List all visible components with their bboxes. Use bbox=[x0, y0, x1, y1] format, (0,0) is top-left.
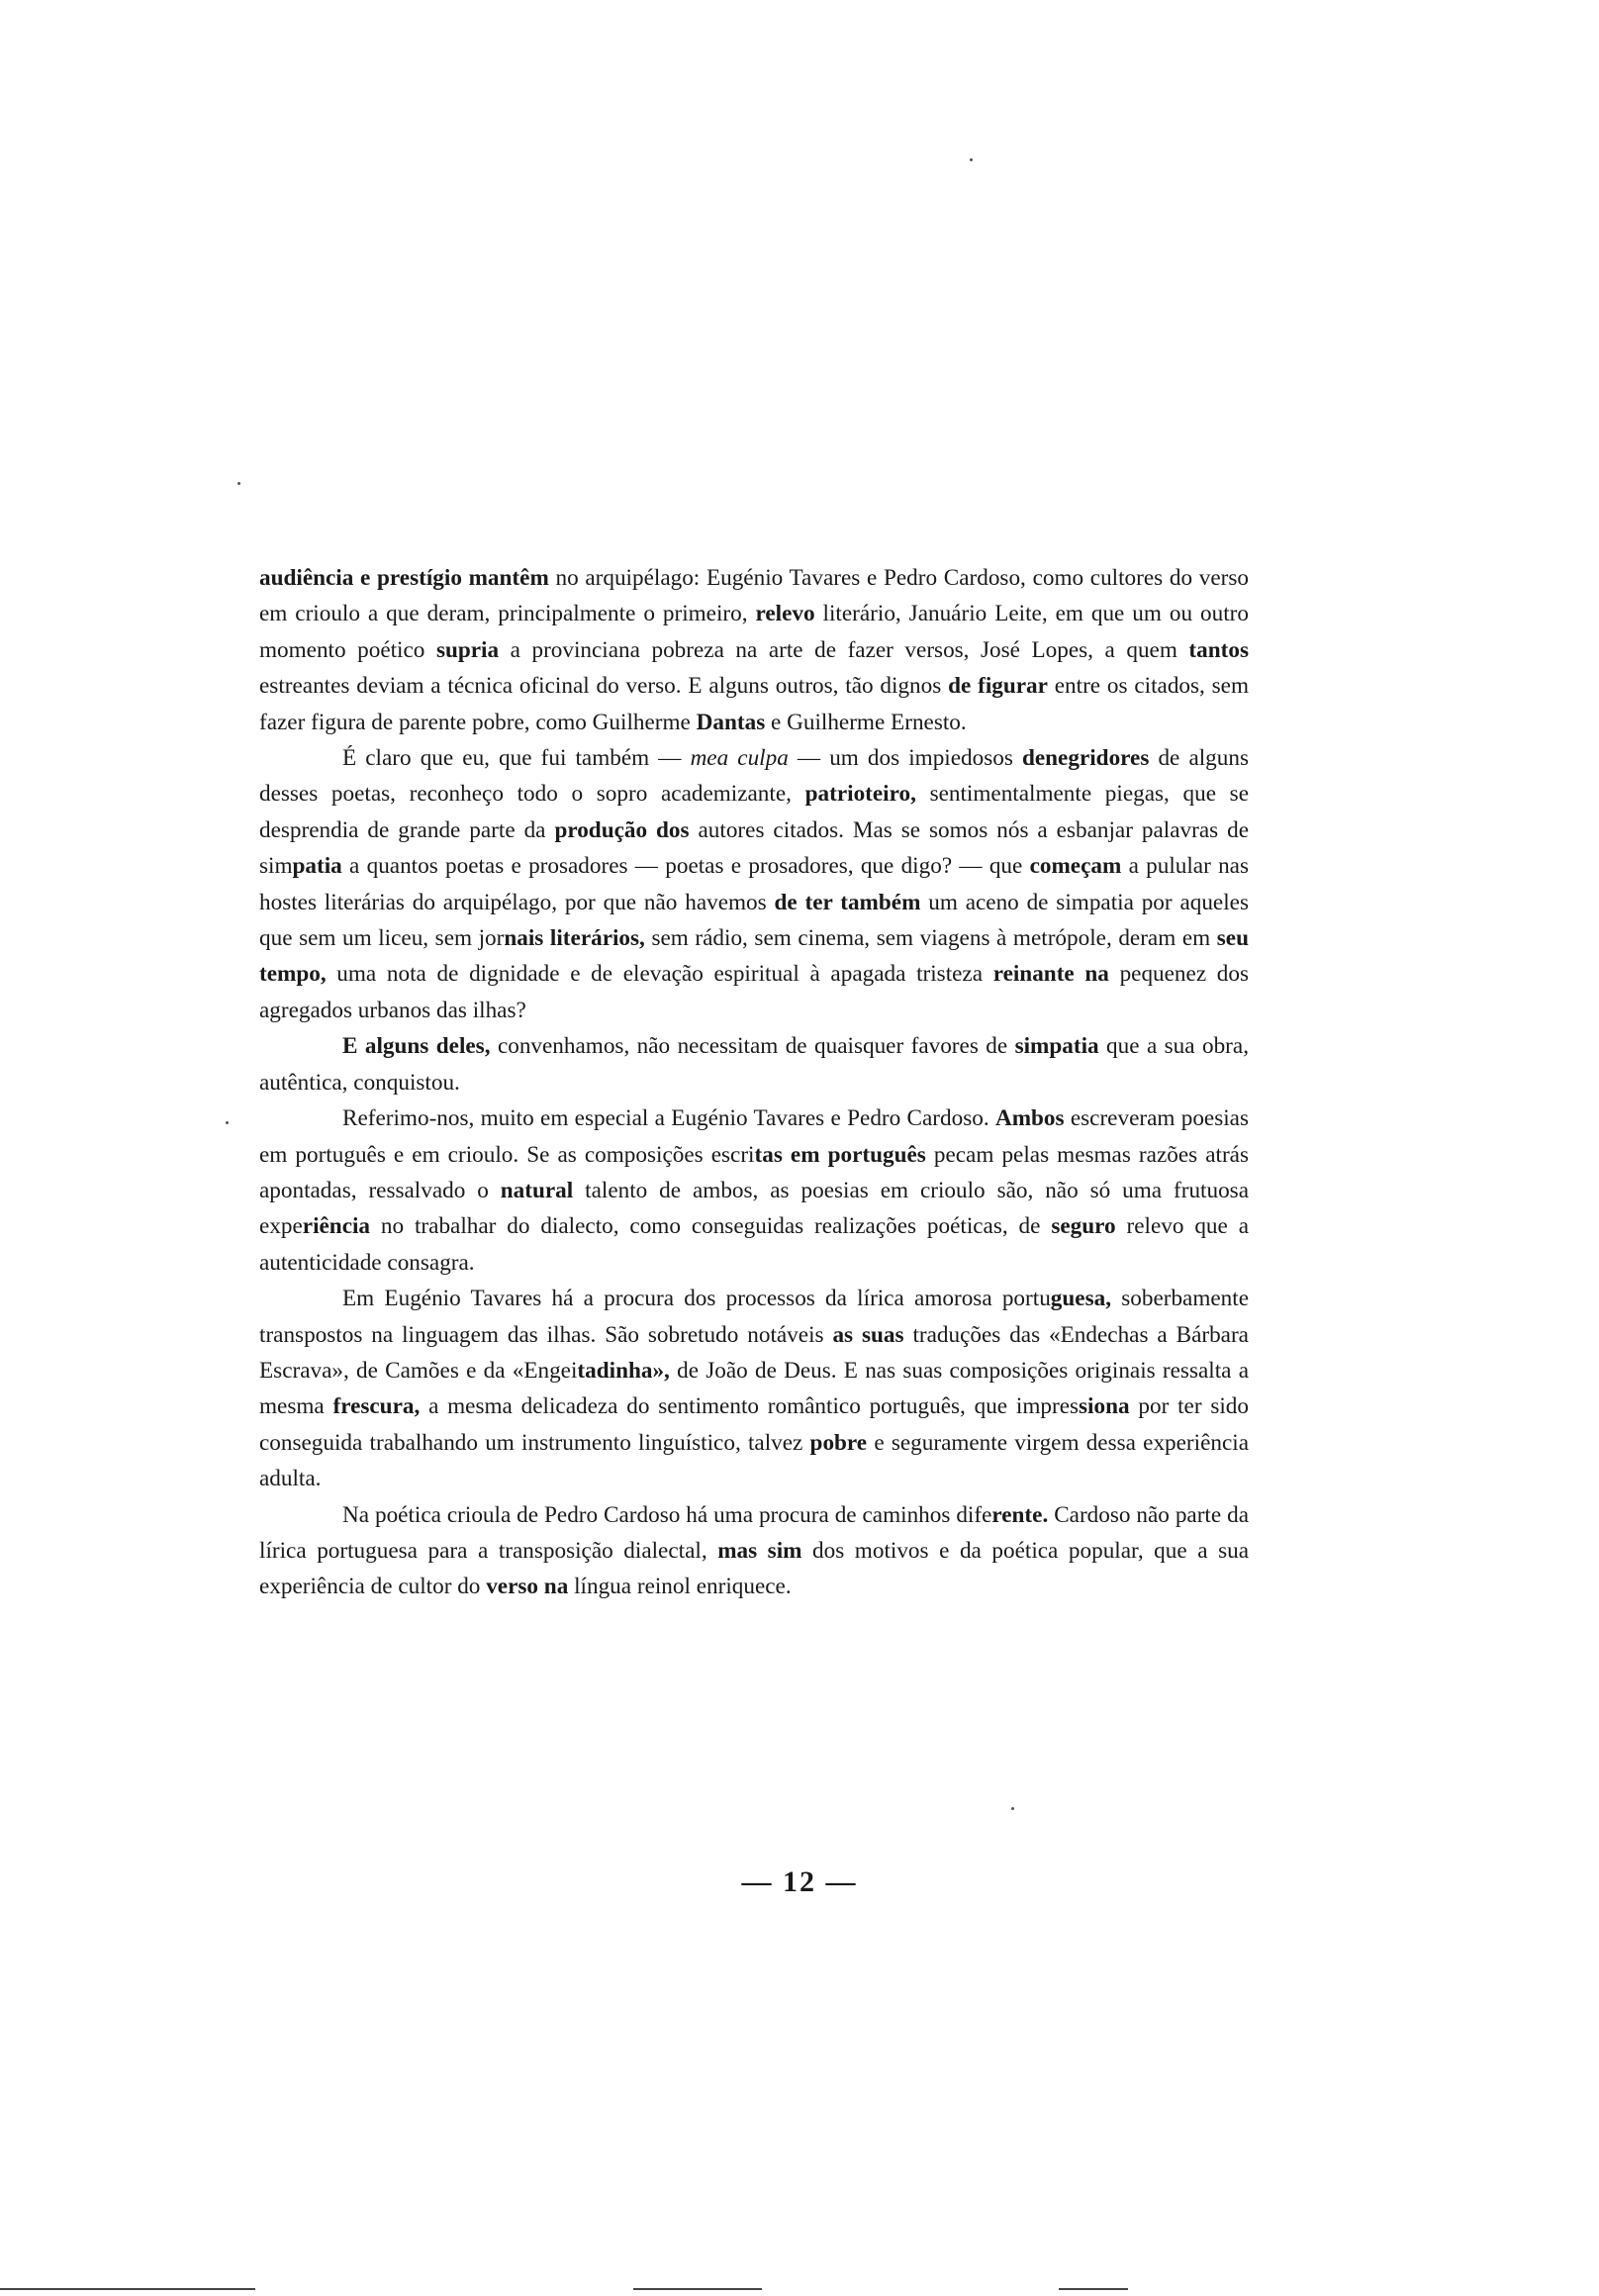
text-segment: Cardoso não parte da lírica portuguesa para a transposição dialectal, bbox=[259, 1501, 1249, 1564]
page-number: — 12 — bbox=[741, 1866, 858, 1898]
bold-text: patia bbox=[292, 853, 342, 880]
text-segment: a provinciana pobreza na arte de fazer versos, José Lopes, a quem bbox=[499, 636, 1189, 663]
text-segment: pequenez dos agregados urbanos das ilhas? bbox=[259, 961, 1250, 1023]
bold-text: seu tempo, bbox=[259, 925, 1249, 988]
bold-text: começam bbox=[1029, 853, 1122, 880]
text-segment: — um dos impiedosos bbox=[788, 745, 1022, 772]
bold-text: siona bbox=[1079, 1393, 1130, 1420]
bold-text: seguro bbox=[1051, 1213, 1116, 1240]
bold-text: as suas bbox=[832, 1321, 904, 1348]
bold-text: pobre bbox=[809, 1429, 868, 1456]
text-segment: pecam pelas mesmas razões atrás apontadas, ressalvado o bbox=[259, 1141, 1249, 1203]
bold-text: de ter também bbox=[774, 889, 921, 915]
paragraph bbox=[259, 1100, 1249, 1281]
paragraph bbox=[259, 1497, 1249, 1605]
text-segment: que a sua obra, autêntica, conquistou. bbox=[259, 1033, 1249, 1096]
text-segment: uma nota de dignidade e de elevação espiritual à apagada tristeza bbox=[326, 961, 993, 988]
bold-text: Ambos bbox=[994, 1105, 1065, 1132]
text-segment: sem rádio, sem cinema, sem viagens à metrópole, deram em bbox=[644, 925, 1217, 952]
text-segment: convenhamos, não necessitam de quaisquer favores de bbox=[490, 1033, 1015, 1060]
bold-text: relevo bbox=[755, 601, 815, 627]
bold-text: Dantas bbox=[696, 709, 766, 735]
bold-text: tantos bbox=[1188, 636, 1249, 663]
bold-text: tadinha», bbox=[577, 1357, 670, 1384]
bold-text: audiência e prestígio mantêm bbox=[259, 565, 549, 591]
bold-text: supria bbox=[435, 636, 500, 663]
text-segment: língua reinol enriquece. bbox=[568, 1574, 792, 1600]
bold-text: denegridores bbox=[1021, 745, 1150, 772]
scan-edge-mark bbox=[1059, 2288, 1128, 2290]
bold-text: rente. bbox=[991, 1501, 1049, 1528]
bold-text: frescura, bbox=[332, 1393, 421, 1420]
bold-text: natural bbox=[500, 1177, 574, 1203]
bold-text: simpatia bbox=[1014, 1033, 1099, 1060]
text-segment: É claro que eu, que fui também — bbox=[342, 745, 691, 772]
text-segment: sentimentalmente piegas, que se desprendia de grande parte da bbox=[259, 781, 1249, 843]
text-segment: de João de Deus. E nas suas composições originais ressalta a mesma bbox=[259, 1357, 1249, 1420]
text-segment: Referimo-nos, muito em especial a Eugénio Tavares e Pedro Cardoso. bbox=[342, 1105, 995, 1132]
text-segment: traduções das «Endechas a Bárbara Escrava», de Camões e da «Engei bbox=[259, 1321, 1249, 1384]
italic-text: mea culpa bbox=[690, 745, 789, 772]
bold-text: E alguns deles, bbox=[342, 1033, 491, 1060]
text-segment: um aceno de simpatia por aqueles que sem um liceu, sem jor bbox=[259, 889, 1249, 952]
scan-edge-mark bbox=[633, 2288, 762, 2290]
text-segment: no trabalhar do dialecto, como conseguidas realizações poéticas, de bbox=[370, 1213, 1052, 1240]
scan-speck bbox=[226, 1121, 229, 1124]
bold-text: riência bbox=[302, 1213, 371, 1240]
bold-text: guesa, bbox=[1050, 1286, 1111, 1312]
text-segment: e Guilherme Ernesto. bbox=[765, 709, 967, 735]
text-segment: de alguns desses poetas, reconheço todo o sopro academizante, bbox=[259, 745, 1249, 808]
paragraph bbox=[259, 1281, 1249, 1496]
text-segment: e seguramente virgem dessa experiência adulta. bbox=[259, 1429, 1250, 1492]
text-segment: a quantos poetas e prosadores — poetas e prosadores, que digo? — que bbox=[341, 853, 1030, 880]
bold-text: mas sim bbox=[717, 1537, 802, 1564]
text-segment: no arquipélago: Eugénio Tavares e Pedro Cardoso, bbox=[548, 565, 1033, 591]
text-segment: entre os citados, sem fazer figura de parente pobre, como Guilherme bbox=[259, 673, 1249, 735]
text-segment: Em Eugénio Tavares há a procura dos processos da lírica amorosa portu bbox=[342, 1286, 1051, 1312]
scan-speck bbox=[970, 158, 973, 161]
text-segment: a mesma delicadeza do sentimento romântico português, que impres bbox=[420, 1393, 1080, 1420]
bold-text: verso na bbox=[486, 1574, 569, 1600]
text-segment: relevo que a autenticidade consagra. bbox=[259, 1213, 1249, 1276]
text-segment: Na poética crioula de Pedro Cardoso há uma procura de caminhos dife bbox=[342, 1501, 992, 1528]
paragraph bbox=[259, 740, 1249, 1028]
scan-speck bbox=[1011, 1807, 1014, 1810]
scan-speck bbox=[237, 482, 240, 485]
text-segment: soberbamente transpostos na linguagem das ilhas. São sobretudo notáveis bbox=[259, 1286, 1250, 1348]
text-segment: estreantes deviam a técnica oficinal do verso. E alguns outros, tão dignos bbox=[259, 673, 949, 700]
scan-edge-mark bbox=[0, 2288, 255, 2290]
bold-text: tas em português bbox=[754, 1141, 926, 1168]
text-segment: como cultores do verso em crioulo a que deram, principalmente o primeiro, bbox=[259, 565, 1249, 627]
text-segment: talento de ambos, as poesias em crioulo são, não só uma frutuosa expe bbox=[259, 1177, 1250, 1240]
bold-text: patrioteiro, bbox=[804, 781, 916, 808]
paragraph bbox=[259, 1028, 1249, 1100]
text-segment: autores citados. Mas se somos nós a esbanjar palavras de sim bbox=[259, 816, 1249, 880]
text-segment: dos motivos e da poética popular, que a sua experiência de cultor do bbox=[259, 1537, 1249, 1600]
bold-text: nais literários, bbox=[504, 925, 645, 952]
text-segment: literário, Januário Leite, em que um ou outro momento poético bbox=[259, 601, 1249, 663]
paragraph bbox=[259, 560, 1249, 740]
text-segment: escreveram poesias em português e em crioulo. Se as composições escri bbox=[259, 1105, 1249, 1168]
bold-text: de figurar bbox=[948, 673, 1048, 700]
bold-text: reinante na bbox=[992, 961, 1109, 988]
bold-text: produção dos bbox=[554, 816, 690, 843]
text-segment: por ter sido conseguida trabalhando um instrumento linguístico, talvez bbox=[259, 1393, 1249, 1456]
body-text bbox=[259, 560, 1249, 1605]
text-segment: a pulular nas hostes literárias do arquipélago, por que não havemos bbox=[259, 853, 1249, 915]
